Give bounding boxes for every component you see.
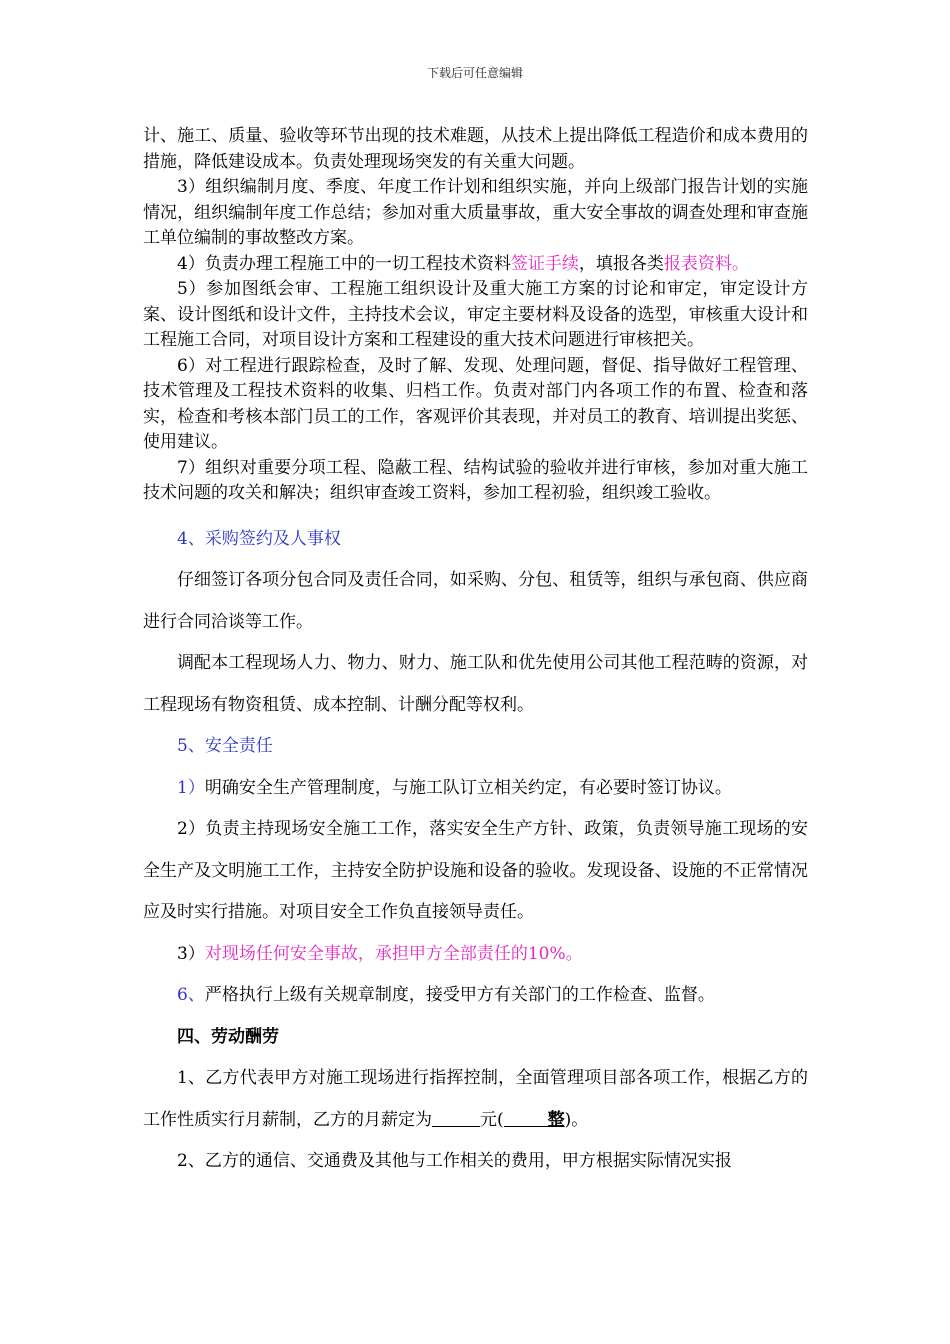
paragraph-continued: 计、施工、质量、验收等环节出现的技术难题，从技术上提出降低工程造价和成本费用的措施，降低建设成本。负责处理现场突发的有关重大问题。 (143, 126, 808, 172)
pay-clause-2: 2、乙方的通信、交通费及其他与工作相关的费用，甲方根据实际情况实报 (177, 1151, 732, 1171)
salary-words-blank (504, 1108, 548, 1127)
highlight-visa: 签证手续 (510, 253, 579, 274)
section-4-paragraph-1: 仔细签订各项分包合同及责任合同，如采购、分包、租赁等，组织与承包商、供应商进行合同洽谈等工作。 (143, 570, 808, 632)
pay-clause-1: 1、乙方代表甲方对施工现场进行指挥控制，全面管理项目部各项工作，根据乙方的工作性质实行月薪制，乙方的月薪定为 元( 整)。 (143, 1068, 808, 1130)
document-body (143, 124, 808, 1183)
duty-item-3: 3）组织编制月度、季度、年度工作计划和组织实施，并向上级部门报告计划的实施情况，组织编制年度工作总结；参加对重大质量事故，重大安全事故的调查处理和审查施工单位编制的事故整改方案。 (143, 177, 808, 248)
section-5-title: 5、安全责任 (177, 736, 273, 756)
duty-item-5: 5）参加图纸会审、工程施工组织设计及重大施工方案的讨论和审定，审定设计方案、设计图纸和设计文件，主持技术会议，审定主要材料及设备的选型，审核重大设计和工程施工合同，对项目设计方案和工程建设的重大技术问题进行审核把关。 (143, 279, 808, 350)
duty-item-7: 7）组织对重要分项工程、隐蔽工程、结构试验的验收并进行审核，参加对重大施工技术问题的攻关和解决；组织审查竣工资料，参加工程初验，组织竣工验收。 (143, 457, 808, 503)
duty-item-4: 4）负责办理工程施工中的一切工程技术资料签证手续，填报各类报表资料。 (177, 253, 749, 274)
section-5-item-3: 3）对现场任何安全事故，承担甲方全部责任的10%。 (177, 943, 583, 964)
duty-item-6: 6）对工程进行跟踪检查，及时了解、发现、处理问题，督促、指导做好工程管理、技术管理及工程技术资料的收集、归档工作。负责对部门内各项工作的布置、检查和落实，检查和考核本部门员工的工作，客观评价其表现，并对员工的教育、培训提出奖惩、使用建议。 (143, 355, 808, 452)
section-5-item-2: 2）负责主持现场安全施工工作，落实安全生产方针、政策，负责领导施工现场的安全生产及文明施工工作，主持安全防护设施和设备的验收。发现设备、设施的不正常情况应及时实行措施。对项目安全工作负直接领导责任。 (143, 819, 808, 922)
salary-blank (432, 1108, 480, 1127)
page-header: 下载后可任意编辑 (426, 66, 523, 80)
section-4-paragraph-2: 调配本工程现场人力、物力、财力、施工队和优先使用公司其他工程范畴的资源，对工程现场有物资租赁、成本控制、计酬分配等权利。 (143, 653, 808, 715)
section-6-item: 6、严格执行上级有关规章制度，接受甲方有关部门的工作检查、监督。 (177, 985, 715, 1005)
section-4-title: 4、采购签约及人事权 (177, 528, 341, 549)
section-four-title: 四、劳动酬劳 (177, 1026, 279, 1047)
highlight-reports: 报表资料。 (663, 253, 749, 274)
section-5-item-1: 1）明确安全生产管理制度，与施工队订立相关约定，有必要时签订协议。 (177, 777, 732, 798)
